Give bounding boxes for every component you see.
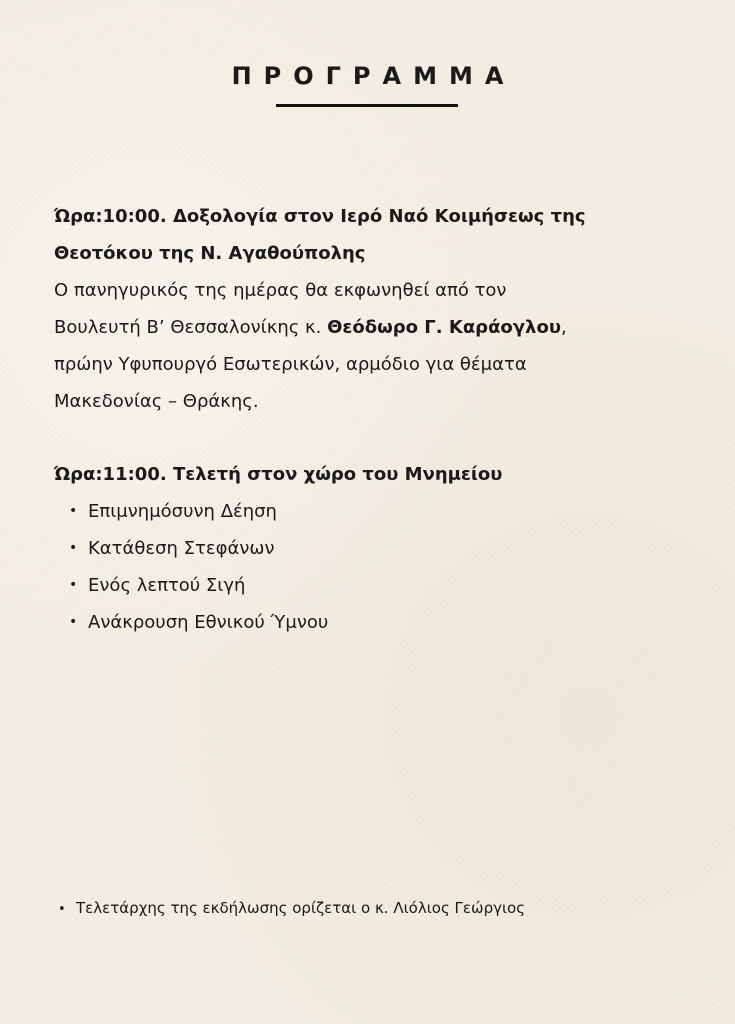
- bullet-icon: •: [69, 577, 78, 593]
- section-morning-text-line4: Μακεδονίας – Θράκης.: [54, 391, 259, 412]
- section-ceremony: [54, 456, 694, 641]
- list-item: [54, 567, 694, 604]
- section-morning-text-line1: Ο πανηγυρικός της ημέρας θα εκφωνηθεί από τον: [54, 280, 507, 301]
- footer-note-text: Τελετάρχης της εκδήλωσης ορίζεται ο κ. Λιόλιος Γεώργιος: [76, 899, 526, 917]
- section-morning-text-line3: πρώην Υφυπουργό Εσωτερικών, αρμόδιο για θέματα: [54, 354, 527, 375]
- list-item-label: Ανάκρουση Εθνικού Ύμνου: [88, 612, 329, 633]
- page-title: ΠΡΟΓΡΑΜΜΑ: [231, 62, 516, 90]
- section-morning-heading-line2: Θεοτόκου της Ν. Αγαθούπολης: [54, 243, 366, 264]
- list-item-label: Κατάθεση Στεφάνων: [88, 538, 275, 559]
- title-underline: [276, 104, 458, 107]
- section-ceremony-heading: Ώρα:11:00. Τελετή στον χώρο του Μνημείου: [54, 464, 503, 485]
- bullet-icon: •: [69, 503, 78, 519]
- ceremony-list: [54, 493, 694, 641]
- section-morning-heading-line1: Ώρα:10:00. Δοξολογία στον Ιερό Ναό Κοιμήσεως της: [54, 206, 586, 227]
- footer-note: [58, 896, 525, 922]
- speaker-suffix: ,: [560, 317, 567, 338]
- section-morning-text-line2: [54, 309, 694, 346]
- speaker-name: Θεόδωρο Γ. Καράογλου: [327, 317, 561, 338]
- list-item: [54, 530, 694, 567]
- bullet-icon: •: [58, 902, 66, 917]
- list-item: [54, 604, 694, 641]
- bullet-icon: •: [69, 540, 78, 556]
- list-item: [54, 493, 694, 530]
- bullet-icon: •: [69, 614, 78, 630]
- speaker-prefix: Βουλευτή Β’ Θεσσαλονίκης κ.: [54, 317, 328, 338]
- list-item-label: Ενός λεπτού Σιγή: [88, 575, 246, 596]
- section-morning: [54, 198, 694, 420]
- list-item-label: Επιμνημόσυνη Δέηση: [88, 501, 277, 522]
